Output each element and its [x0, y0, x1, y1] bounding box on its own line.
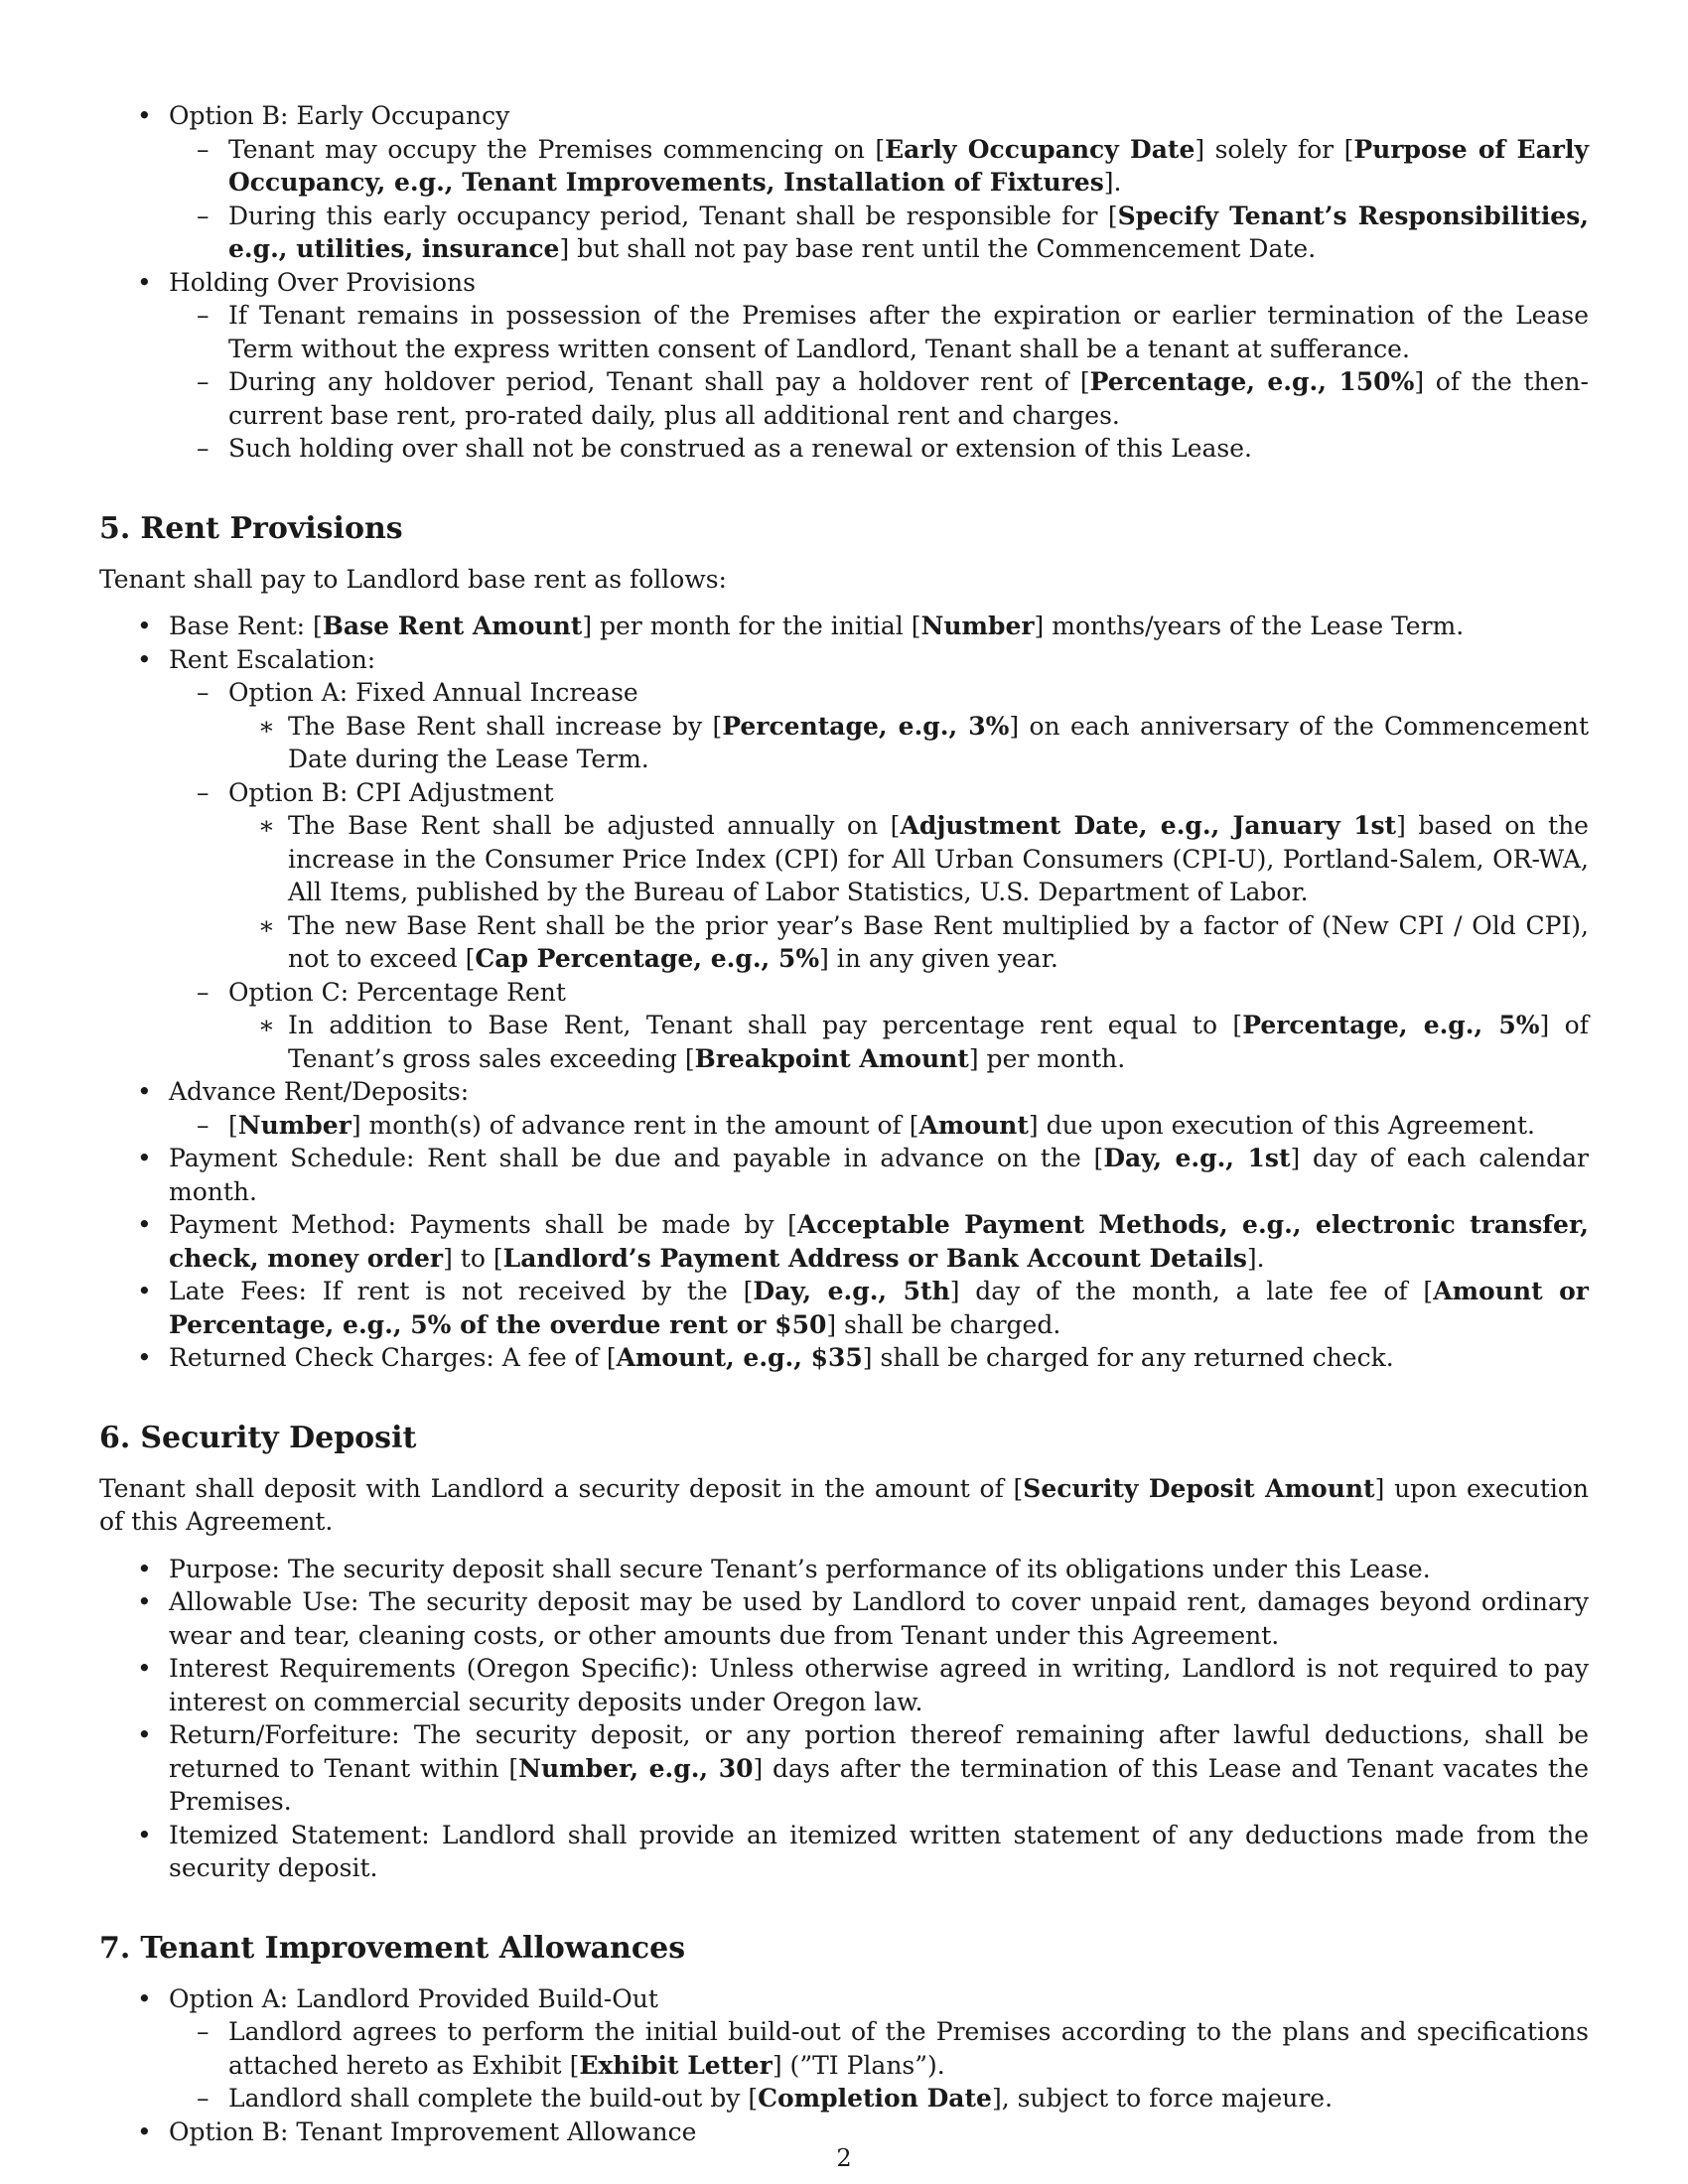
- base-rent-item: • Base Rent: [Base Rent Amount] per month for the initial [Number] months/years of the Lease Term.: [99, 610, 1589, 643]
- purpose-item: • Purpose: The security deposit shall secure Tenant’s performance of its obligations under this Lease.: [99, 1553, 1589, 1586]
- placeholder: Number: [920, 612, 1035, 640]
- rent-escalation-item: • Rent Escalation: – Option A: Fixed Annual Increase ∗ The Base Rent shall increase by [Percentage, e.g., 3%] on each anniversary of the Commencement Date during the Lease Term. – Option B: CPI Adjustment ∗ The Base Rent shall be adjusted annually on [Adjustment Date, e.g., January 1st] based on the increase in the Consumer Price Index (CPI) for All Urban Consumers (CPI-U), Portland-Salem, OR-WA, All Items, published by the Bureau of Labor Statistics, U.S. Department of Labor. ∗ The new Base Rent shall be the prior year’s Base Rent multiplied by a factor of (New CPI / Old CPI), not to exceed [Cap Percentage, e.g., 5%] in any given year. – Option C: Percentage Rent ∗ In addition to Base Rent, Tenant shall pay percentage rent equal to [Percentage, e.g., 5%] of Tenant’s gross sales exceeding [Breakpoint Amount] per month.: [99, 643, 1589, 1076]
- sub-list: [169, 2015, 1589, 2116]
- option-b-cpi-adjustment: – Option B: CPI Adjustment ∗ The Base Rent shall be adjusted annually on [Adjustment Date, e.g., January 1st] based on the increase in the Consumer Price Index (CPI) for All Urban Consumers (CPI-U), Portland-Salem, OR-WA, All Items, published by the Bureau of Labor Statistics, U.S. Department of Labor. ∗ The new Base Rent shall be the prior year’s Base Rent multiplied by a factor of (New CPI / Old CPI), not to exceed [Cap Percentage, e.g., 5%] in any given year.: [169, 776, 1589, 976]
- option-b-label: Option B: Early Occupancy: [169, 101, 510, 130]
- sub-item: – During any holdover period, Tenant shall pay a holdover rent of [Percentage, e.g., 150%] of the then-current base rent, pro-rated daily, plus all additional rent and charges.: [169, 365, 1589, 432]
- placeholder: Acceptable Payment Methods, e.g., electronic transfer, check, money order: [169, 1210, 1589, 1273]
- placeholder: Percentage, e.g., 150%: [1089, 367, 1415, 396]
- placeholder: Day, e.g., 1st: [1103, 1144, 1291, 1172]
- holding-over-label: Holding Over Provisions: [169, 267, 476, 297]
- placeholder: Number: [237, 1110, 352, 1140]
- placeholder: Cap Percentage, e.g., 5%: [475, 944, 820, 973]
- option-a-fixed-increase: – Option A: Fixed Annual Increase ∗ The Base Rent shall increase by [Percentage, e.g., 3%] on each anniversary of the Commencement Date during the Lease Term.: [169, 676, 1589, 776]
- sub-list: [169, 1109, 1589, 1143]
- sub-item: – During this early occupancy period, Tenant shall be responsible for [Specify Tenant’s Responsibilities, e.g., utilities, insurance] but shall not pay base rent until the Commencement Date.: [169, 200, 1589, 266]
- payment-method-item: • Payment Method: Payments shall be made by [Acceptable Payment Methods, e.g., electronic transfer, check, money order] to [Landlord’s Payment Address or Bank Account Details].: [99, 1208, 1589, 1275]
- placeholder: Adjustment Date, e.g., January 1st: [900, 811, 1397, 840]
- section-5-list: [99, 610, 1589, 1375]
- section-6-intro: Tenant shall deposit with Landlord a security deposit in the amount of [Security Deposit Amount] upon execution of this Agreement.: [99, 1473, 1590, 1536]
- option-c-percentage-rent: – Option C: Percentage Rent ∗ In addition to Base Rent, Tenant shall pay percentage rent equal to [Percentage, e.g., 5%] of Tenant’s gross sales exceeding [Breakpoint Amount] per month.: [169, 976, 1589, 1076]
- placeholder: Amount, e.g., $35: [616, 1343, 863, 1372]
- placeholder: Purpose of Early Occupancy, e.g., Tenant Improvements, Installation of Fixtures: [228, 134, 1589, 197]
- list-item-option-b-early-occupancy: [99, 99, 1589, 266]
- sub-item: – Landlord shall complete the build-out by [Completion Date], subject to force majeure.: [169, 2082, 1589, 2116]
- sub-item: – Landlord agrees to perform the initial build-out of the Premises according to the plans and specifications attached hereto as Exhibit [Exhibit Letter] (”TI Plans”).: [169, 2015, 1589, 2082]
- late-fees-item: • Late Fees: If rent is not received by the [Day, e.g., 5th] day of the month, a late fee of [Amount or Percentage, e.g., 5% of the overdue rent or $50] shall be charged.: [99, 1275, 1589, 1341]
- placeholder: Landlord’s Payment Address or Bank Account Details: [502, 1243, 1247, 1273]
- advance-rent-item: • Advance Rent/Deposits: – [Number] month(s) of advance rent in the amount of [Amount] due upon execution of this Agreement.: [99, 1075, 1589, 1142]
- sub-sub-item: ∗ The Base Rent shall be adjusted annually on [Adjustment Date, e.g., January 1st] based on the increase in the Consumer Price Index (CPI) for All Urban Consumers (CPI-U), Portland-Salem, OR-WA, All Items, published by the Bureau of Labor Statistics, U.S. Department of Labor.: [228, 809, 1589, 909]
- section-7-heading: 7. Tenant Improvement Allowances: [99, 1930, 686, 1966]
- placeholder: Security Deposit Amount: [1023, 1473, 1375, 1503]
- section-6-heading: 6. Security Deposit: [99, 1420, 417, 1455]
- sub-item: – Tenant may occupy the Premises commencing on [Early Occupancy Date] solely for [Purpose of Early Occupancy, e.g., Tenant Improvements, Installation of Fixtures].: [169, 133, 1589, 200]
- sub-sub-list: [228, 809, 1589, 976]
- allowable-use-item: • Allowable Use: The security deposit may be used by Landlord to cover unpaid rent, damages beyond ordinary wear and tear, cleaning costs, or other amounts due from Tenant under this Agreement.: [99, 1585, 1589, 1652]
- sub-sub-list: [228, 710, 1589, 776]
- option-b-ti-allowance: • Option B: Tenant Improvement Allowance: [99, 2116, 1589, 2149]
- sub-sub-item: ∗ In addition to Base Rent, Tenant shall pay percentage rent equal to [Percentage, e.g., 5%] of Tenant’s gross sales exceeding [Breakpoint Amount] per month.: [228, 1009, 1589, 1075]
- option-a-build-out: • Option A: Landlord Provided Build-Out – Landlord agrees to perform the initial build-out of the Premises according to the plans and specifications attached hereto as Exhibit [Exhibit Letter] (”TI Plans”). – Landlord shall complete the build-out by [Completion Date], subject to force majeure.: [99, 1982, 1589, 2116]
- sub-list: [169, 299, 1589, 466]
- placeholder: Completion Date: [758, 2084, 992, 2113]
- section-7-list: [99, 1982, 1589, 2149]
- payment-schedule-item: • Payment Schedule: Rent shall be due and payable in advance on the [Day, e.g., 1st] day of each calendar month.: [99, 1142, 1589, 1208]
- page-number: 2: [836, 2144, 852, 2172]
- placeholder: Early Occupancy Date: [885, 134, 1196, 164]
- sub-item: – If Tenant remains in possession of the Premises after the expiration or earlier termination of the Lease Term without the express written consent of Landlord, Tenant shall be a tenant at sufferance.: [169, 299, 1589, 365]
- interest-item: • Interest Requirements (Oregon Specific): Unless otherwise agreed in writing, Landlord is not required to pay interest on commercial security deposits under Oregon law.: [99, 1652, 1589, 1718]
- placeholder: Percentage, e.g., 5%: [1242, 1011, 1540, 1039]
- document-page: [99, 99, 1589, 2148]
- placeholder: Base Rent Amount: [322, 612, 583, 640]
- placeholder: Amount or Percentage, e.g., 5% of the overdue rent or $50: [169, 1277, 1589, 1339]
- return-forfeiture-item: • Return/Forfeiture: The security deposit, or any portion thereof remaining after lawful deductions, shall be returned to Tenant within [Number, e.g., 30] days after the termination of this Lease and Tenant vacates the Premises.: [99, 1718, 1589, 1819]
- section-5-intro: Tenant shall pay to Landlord base rent as follows:: [99, 564, 727, 594]
- section-6-list: [99, 1553, 1589, 1885]
- placeholder: Exhibit Letter: [579, 2050, 773, 2080]
- section-5-heading: 5. Rent Provisions: [99, 510, 403, 546]
- sub-list: [169, 133, 1589, 266]
- list-item-holding-over: [99, 266, 1589, 466]
- sub-sub-list: [228, 1009, 1589, 1075]
- placeholder: Day, e.g., 5th: [753, 1277, 950, 1305]
- continued-list: [99, 99, 1589, 466]
- itemized-statement-item: • Itemized Statement: Landlord shall provide an itemized written statement of any deductions made from the security deposit.: [99, 1819, 1589, 1885]
- placeholder: Breakpoint Amount: [694, 1043, 969, 1073]
- placeholder: Specify Tenant’s Responsibilities, e.g., utilities, insurance: [228, 201, 1589, 263]
- returned-check-item: • Returned Check Charges: A fee of [Amount, e.g., $35] shall be charged for any returned check.: [99, 1341, 1589, 1375]
- placeholder: Amount: [918, 1110, 1029, 1140]
- placeholder: Percentage, e.g., 3%: [722, 711, 1010, 741]
- sub-item: – Such holding over shall not be construed as a renewal or extension of this Lease.: [169, 432, 1589, 466]
- sub-sub-item: ∗ The new Base Rent shall be the prior year’s Base Rent multiplied by a factor of (New CPI / Old CPI), not to exceed [Cap Percentage, e.g., 5%] in any given year.: [228, 909, 1589, 976]
- sub-item: – [Number] month(s) of advance rent in the amount of [Amount] due upon execution of this Agreement.: [169, 1109, 1589, 1143]
- placeholder: Number, e.g., 30: [518, 1753, 754, 1783]
- sub-list: [169, 676, 1589, 1075]
- sub-sub-item: ∗ The Base Rent shall increase by [Percentage, e.g., 3%] on each anniversary of the Commencement Date during the Lease Term.: [228, 710, 1589, 776]
